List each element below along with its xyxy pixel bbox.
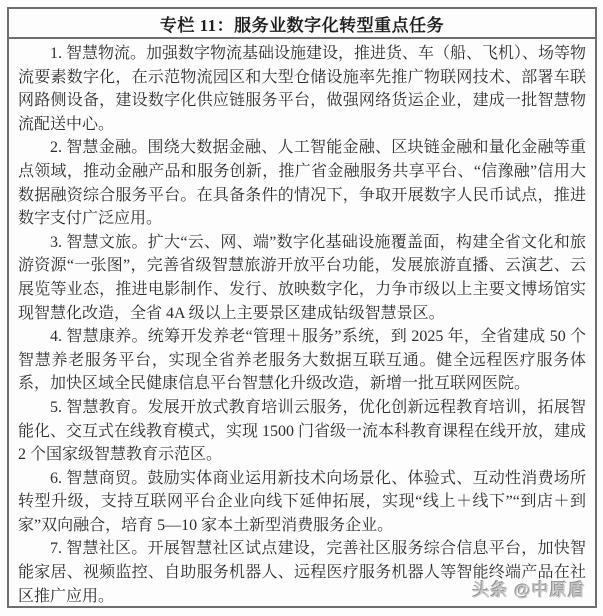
task-paragraph: 5. 智慧教育。发展开放式教育培训云服务，优化创新远程教育培训，拓展智能化、交互式在线教育模式，实现 1500 门省级一流本科教育课程在线开放，建成 2 个国家级智慧教育示范区。 <box>18 398 587 464</box>
panel-body <box>9 39 595 608</box>
panel-title: 专栏 11：服务业数字化转型重点任务 <box>9 9 595 39</box>
toutiao-watermark: 头条 @中原盾 <box>472 581 586 600</box>
task-paragraph: 6. 智慧商贸。鼓励实体商业运用新技术向场景化、体验式、互动性消费场所转型升级，支持互联网平台企业向线下延伸拓展，实现“线上＋线下”“到店＋到家”双向融合，培育 5—10 家本土新型消费服务企业。 <box>18 469 586 534</box>
column-11-panel <box>7 7 597 608</box>
task-paragraph: 2. 智慧金融。围绕大数据金融、人工智能金融、区块链金融和量化金融等重点领域，推动金融产品和服务创新，推广省金融服务共享平台、“信豫融”信用大数据融资综合服务平台。在具备条件的情况下，争取开展数字人民币试点，推进数字支付广泛应用。 <box>18 139 586 228</box>
task-paragraph: 3. 智慧文旅。扩大“云、网、端”数字化基础设施覆盖面，构建全省文化和旅游资源“一张图”，完善省级智慧旅游开放平台功能，发展旅游直播、云演艺、云展览等业态，推进电影制作、发行、放映数字化，力争市级以上主要文博场馆实现智慧化改造，全省 4A 级以上主要景区建成钻级智慧景区。 <box>18 233 586 322</box>
task-paragraph: 7. 智慧社区。开展智慧社区试点建设，完善社区服务综合信息平台，加快智能家居、视频监控、自助服务机器人、远程医疗服务机器人等智能终端产品在社区推广应用。 <box>18 540 586 605</box>
task-paragraph: 4. 智慧康养。统筹开发养老“管理＋服务”系统，到 2025 年，全省建成 50 个智慧养老服务平台，实现全省养老服务大数据互联互通。健全远程医疗服务体系，加快区域全民健康信息平台智慧化升级改造，新增一批互联网医院。 <box>18 328 586 393</box>
task-paragraph: 1. 智慧物流。加强数字物流基础设施建设，推进货、车（船、飞机）、场等物流要素数字化，在示范物流园区和大型仓储设施率先推广物联网技术、部署车联网路侧设备，建设数字化供应链服务平台，做强网络货运企业，建成一批智慧物流配送中心。 <box>18 45 587 133</box>
